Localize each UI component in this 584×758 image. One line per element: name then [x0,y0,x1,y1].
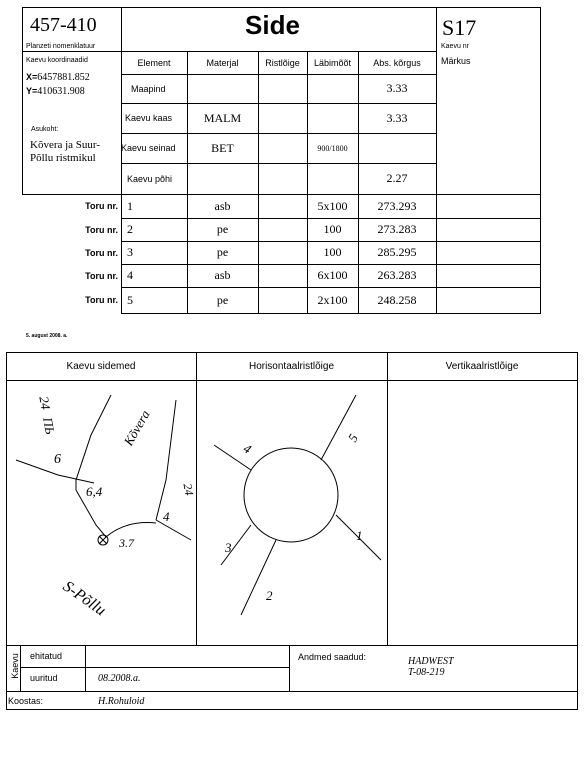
h-2: 2 [266,588,273,603]
hw-37: 3.7 [119,536,134,550]
col-horizontal-section: Horisontaalristlõige [248,360,335,372]
element-elevation: 3.33 [386,81,408,95]
coord-y-value: 410631.908 [37,86,85,97]
data-from-line-2: T-08-219 [408,667,445,678]
pipe-diameter: 100 [323,222,342,236]
coords-label: Kaevu koordinaadid [26,57,88,64]
pipe-number: 4 [127,268,133,282]
well-number-label: Kaevu nr [441,43,470,50]
element-name: Kaevu kaas [125,113,173,123]
pipe-number: 2 [127,222,133,236]
surveyed-label: uuritud [30,673,58,683]
date-note: 5. august 2008. a. [26,333,68,339]
pipe-number: 1 [127,198,133,213]
pipe-material: asb [214,198,231,213]
tie-line [106,523,156,537]
element-name: Kaevu seinad [121,143,176,153]
pipe-line [321,395,356,460]
location-label: Asukoht: [31,126,59,133]
well-number: S17 [442,15,477,40]
col-element: Element [137,57,171,68]
pipe-label: Toru nr. [85,295,118,305]
pipe-label: Toru nr. [85,201,118,211]
data-from-label: Andmed saadud: [298,652,367,662]
col-diameter: Läbimõõt [313,57,352,68]
coord-y-key: Y= [26,86,38,96]
h-3: 3 [225,540,232,555]
data-from-line-1: HADWEST [408,656,454,667]
col-remarks: Märkus [441,56,471,66]
element-name: Kaevu põhi [127,173,173,184]
page-title: Side [245,10,300,40]
pipe-elevation: 248.258 [377,292,417,307]
element-material: MALM [203,110,242,125]
pipe-label: Toru nr. [85,270,118,281]
kaevu-label: Kaevu [10,653,20,679]
pipe-number: 5 [127,292,133,307]
pipe-elevation: 285.295 [377,245,417,259]
col-elevation: Abs. kõrgus [373,57,421,68]
pipe-label: Toru nr. [85,224,118,235]
built-label: ehitatud [30,651,63,661]
coord-x-key: X= [26,72,38,82]
pipe-material: pe [216,245,229,259]
horizontal-section-sketch [196,380,387,645]
element-elevation: 3.33 [386,110,408,125]
author-value: H.Rohuloid [98,696,145,707]
hw-street1: ПЬ [40,416,58,436]
location-line-1: Kõvera ja Suur- [30,139,101,151]
hw-64: 6,4 [86,484,103,499]
pipe-elevation: 263.283 [377,268,417,282]
hw-24-right: 24 [180,482,197,497]
pipe-material: pe [216,222,229,236]
hw-street-s-pollu: S-Põllu [59,577,109,620]
element-diameter: 900/1800 [317,143,348,153]
street-line [156,520,191,540]
pipe-number: 3 [127,245,133,259]
pipe-material: pe [216,292,229,307]
pipe-diameter: 2x100 [317,292,348,307]
map-sheet-number: 457-410 [30,14,97,36]
h-1: 1 [356,528,363,543]
pipe-material: asb [214,268,231,282]
col-vertical-section: Vertikaalristlõige [445,360,519,372]
pipe-label: Toru nr. [85,247,118,258]
street-line [156,400,176,520]
map-sheet-label: Planzeti nomenklatuur [26,43,96,50]
hw-24-top: 24 [36,395,54,411]
col-material: Materjal [206,57,239,68]
element-material: BET [211,140,234,155]
element-elevation: 2.27 [386,171,408,185]
hw-street-kovera: Kõvera [120,407,153,449]
hw-6: 6 [54,452,61,467]
location-line-2: Põllu ristmikul [30,152,96,164]
street-line [76,395,111,490]
pipe-diameter: 100 [323,245,342,259]
well-circle [244,448,338,542]
pipe-diameter: 5x100 [317,198,348,213]
h-5: 5 [344,431,361,445]
pipe-diameter: 6x100 [317,268,348,282]
coord-y [26,86,85,97]
h-4: 4 [240,440,255,457]
coord-x-value: 6457881.852 [37,72,90,83]
col-well-ties: Kaevu sidemed [66,360,136,372]
well-symbol-cross [99,536,107,544]
pipe-elevation: 273.293 [377,198,417,213]
pipe-elevation: 273.283 [377,222,417,236]
element-name: Maapind [131,83,166,94]
author-label: Koostas: [8,696,44,706]
surveyed-value: 08.2008.a. [98,673,141,684]
coord-x [26,72,90,83]
col-cross-section: Ristlõige [265,57,300,68]
hw-4: 4 [163,509,170,524]
